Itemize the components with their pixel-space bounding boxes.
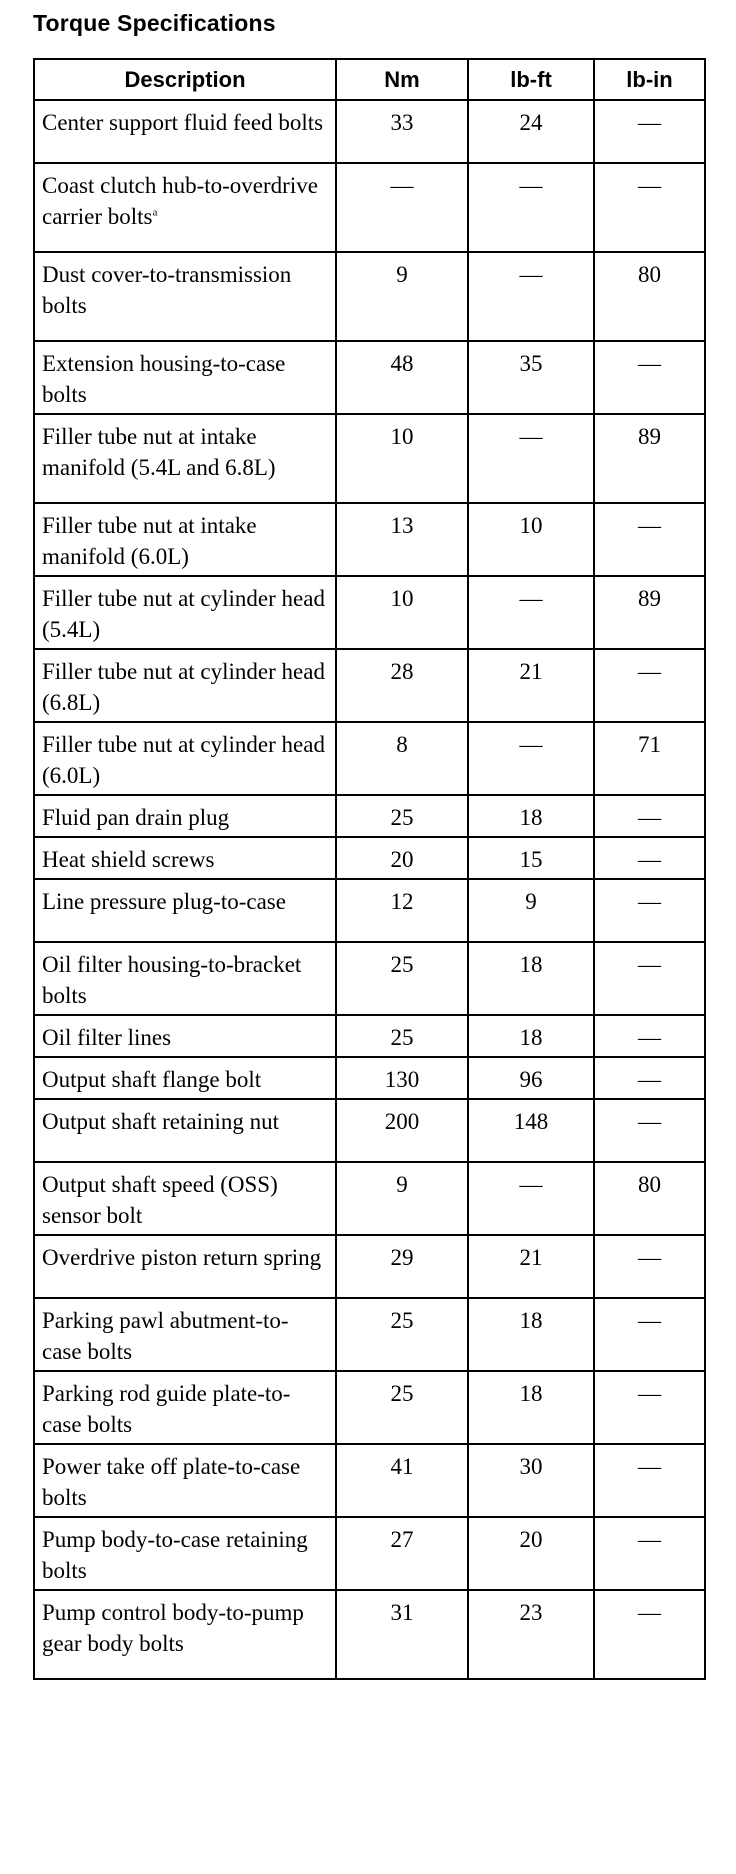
- table-row: [34, 1057, 705, 1099]
- header-nm: Nm: [336, 59, 468, 100]
- description-text: Output shaft flange bolt: [42, 1067, 262, 1092]
- cell-lb-in: —: [594, 1298, 705, 1371]
- cell-lb-in: —: [594, 1517, 705, 1590]
- cell-nm: 25: [336, 1298, 468, 1371]
- cell-nm: 9: [336, 1162, 468, 1235]
- description-text: Fluid pan drain plug: [42, 805, 230, 830]
- cell-lb-in: —: [594, 1057, 705, 1099]
- table-row: [34, 879, 705, 942]
- cell-lb-in: —: [594, 942, 705, 1015]
- cell-lb-in: —: [594, 100, 705, 163]
- table-row: [34, 252, 705, 341]
- cell-lb-in: —: [594, 795, 705, 837]
- cell-description: [34, 1235, 336, 1298]
- table-body: [34, 100, 705, 1679]
- table-row: [34, 503, 705, 576]
- cell-lb-ft: 30: [468, 1444, 594, 1517]
- table-row: [34, 1015, 705, 1057]
- cell-lb-ft: 18: [468, 1298, 594, 1371]
- cell-lb-ft: 9: [468, 879, 594, 942]
- cell-description: [34, 1057, 336, 1099]
- cell-lb-ft: 18: [468, 942, 594, 1015]
- cell-lb-in: —: [594, 1444, 705, 1517]
- cell-lb-in: —: [594, 1371, 705, 1444]
- cell-lb-in: —: [594, 1235, 705, 1298]
- cell-nm: 25: [336, 1371, 468, 1444]
- cell-description: [34, 503, 336, 576]
- cell-nm: 25: [336, 942, 468, 1015]
- description-text: Filler tube nut at intake manifold (5.4L and 6.8L): [42, 424, 276, 480]
- cell-description: [34, 576, 336, 649]
- cell-nm: 48: [336, 341, 468, 414]
- cell-lb-ft: —: [468, 163, 594, 252]
- footnote-marker: a: [152, 206, 158, 219]
- description-text: Coast clutch hub-to-overdrive carrier bolts: [42, 173, 318, 229]
- table-row: [34, 100, 705, 163]
- cell-lb-in: —: [594, 341, 705, 414]
- cell-lb-in: 89: [594, 576, 705, 649]
- cell-lb-ft: 23: [468, 1590, 594, 1679]
- cell-nm: 200: [336, 1099, 468, 1162]
- cell-lb-in: 80: [594, 1162, 705, 1235]
- cell-description: [34, 942, 336, 1015]
- cell-description: [34, 1517, 336, 1590]
- cell-description: [34, 1371, 336, 1444]
- cell-nm: 9: [336, 252, 468, 341]
- cell-description: [34, 649, 336, 722]
- description-text: Center support fluid feed bolts: [42, 110, 324, 135]
- cell-lb-ft: —: [468, 1162, 594, 1235]
- cell-lb-ft: —: [468, 722, 594, 795]
- cell-description: [34, 100, 336, 163]
- cell-description: [34, 1015, 336, 1057]
- description-text: Pump control body-to-pump gear body bolts: [42, 1600, 304, 1656]
- table-row: [34, 837, 705, 879]
- cell-lb-ft: 21: [468, 649, 594, 722]
- cell-description: [34, 1099, 336, 1162]
- cell-description: [34, 795, 336, 837]
- cell-description: [34, 252, 336, 341]
- table-row: [34, 576, 705, 649]
- torque-spec-table: [33, 58, 706, 1680]
- cell-lb-ft: —: [468, 414, 594, 503]
- cell-lb-in: —: [594, 163, 705, 252]
- header-row: [34, 59, 705, 100]
- table-row: [34, 795, 705, 837]
- cell-lb-ft: 10: [468, 503, 594, 576]
- cell-lb-ft: 35: [468, 341, 594, 414]
- cell-lb-ft: 24: [468, 100, 594, 163]
- description-text: Pump body-to-case retaining bolts: [42, 1527, 308, 1583]
- table-row: [34, 1590, 705, 1679]
- cell-lb-in: —: [594, 837, 705, 879]
- description-text: Extension housing-to-case bolts: [42, 351, 286, 407]
- cell-lb-ft: 96: [468, 1057, 594, 1099]
- cell-nm: 12: [336, 879, 468, 942]
- cell-nm: 29: [336, 1235, 468, 1298]
- description-text: Overdrive piston return spring: [42, 1245, 322, 1270]
- cell-nm: 20: [336, 837, 468, 879]
- cell-description: [34, 837, 336, 879]
- table-row: [34, 722, 705, 795]
- cell-nm: 28: [336, 649, 468, 722]
- cell-lb-ft: 18: [468, 1015, 594, 1057]
- cell-description: [34, 163, 336, 252]
- cell-lb-ft: —: [468, 576, 594, 649]
- description-text: Line pressure plug-to-case: [42, 889, 286, 914]
- description-text: Oil filter lines: [42, 1025, 172, 1050]
- header-lb-in: lb-in: [594, 59, 705, 100]
- cell-nm: 8: [336, 722, 468, 795]
- cell-lb-in: —: [594, 649, 705, 722]
- cell-description: [34, 1162, 336, 1235]
- cell-lb-ft: 18: [468, 795, 594, 837]
- cell-lb-ft: 18: [468, 1371, 594, 1444]
- cell-lb-in: —: [594, 1590, 705, 1679]
- description-text: Output shaft speed (OSS) sensor bolt: [42, 1172, 278, 1228]
- cell-nm: 25: [336, 795, 468, 837]
- cell-description: [34, 1298, 336, 1371]
- table-row: [34, 1235, 705, 1298]
- header-lb-ft: lb-ft: [468, 59, 594, 100]
- cell-description: [34, 1444, 336, 1517]
- page-title: Torque Specifications: [33, 10, 276, 36]
- cell-lb-in: 89: [594, 414, 705, 503]
- cell-lb-in: —: [594, 1015, 705, 1057]
- table-row: [34, 414, 705, 503]
- description-text: Filler tube nut at cylinder head (5.4L): [42, 586, 325, 642]
- table-row: [34, 942, 705, 1015]
- table-row: [34, 341, 705, 414]
- description-text: Parking rod guide plate-to-case bolts: [42, 1381, 291, 1437]
- description-text: Filler tube nut at cylinder head (6.0L): [42, 732, 325, 788]
- cell-nm: 10: [336, 414, 468, 503]
- cell-lb-ft: 21: [468, 1235, 594, 1298]
- cell-lb-ft: 15: [468, 837, 594, 879]
- table-row: [34, 163, 705, 252]
- cell-nm: 10: [336, 576, 468, 649]
- cell-description: [34, 414, 336, 503]
- table-row: [34, 1162, 705, 1235]
- description-text: Oil filter housing-to-bracket bolts: [42, 952, 302, 1008]
- table-row: [34, 1371, 705, 1444]
- cell-nm: 130: [336, 1057, 468, 1099]
- cell-description: [34, 722, 336, 795]
- cell-nm: —: [336, 163, 468, 252]
- cell-description: [34, 879, 336, 942]
- description-text: Heat shield screws: [42, 847, 215, 872]
- cell-nm: 27: [336, 1517, 468, 1590]
- cell-nm: 31: [336, 1590, 468, 1679]
- description-text: Power take off plate-to-case bolts: [42, 1454, 301, 1510]
- cell-lb-in: —: [594, 879, 705, 942]
- cell-description: [34, 341, 336, 414]
- cell-lb-ft: 20: [468, 1517, 594, 1590]
- cell-lb-in: 71: [594, 722, 705, 795]
- table-row: [34, 1298, 705, 1371]
- table-row: [34, 1444, 705, 1517]
- description-text: Output shaft retaining nut: [42, 1109, 279, 1134]
- description-text: Filler tube nut at intake manifold (6.0L): [42, 513, 257, 569]
- table-row: [34, 1517, 705, 1590]
- cell-nm: 25: [336, 1015, 468, 1057]
- description-text: Filler tube nut at cylinder head (6.8L): [42, 659, 325, 715]
- cell-lb-in: 80: [594, 252, 705, 341]
- cell-description: [34, 1590, 336, 1679]
- cell-lb-in: —: [594, 1099, 705, 1162]
- cell-lb-ft: 148: [468, 1099, 594, 1162]
- cell-lb-in: —: [594, 503, 705, 576]
- cell-lb-ft: —: [468, 252, 594, 341]
- cell-nm: 41: [336, 1444, 468, 1517]
- description-text: Parking pawl abutment-to-case bolts: [42, 1308, 289, 1364]
- header-description: Description: [34, 59, 336, 100]
- table-row: [34, 649, 705, 722]
- cell-nm: 33: [336, 100, 468, 163]
- cell-nm: 13: [336, 503, 468, 576]
- table-row: [34, 1099, 705, 1162]
- description-text: Dust cover-to-transmission bolts: [42, 262, 292, 318]
